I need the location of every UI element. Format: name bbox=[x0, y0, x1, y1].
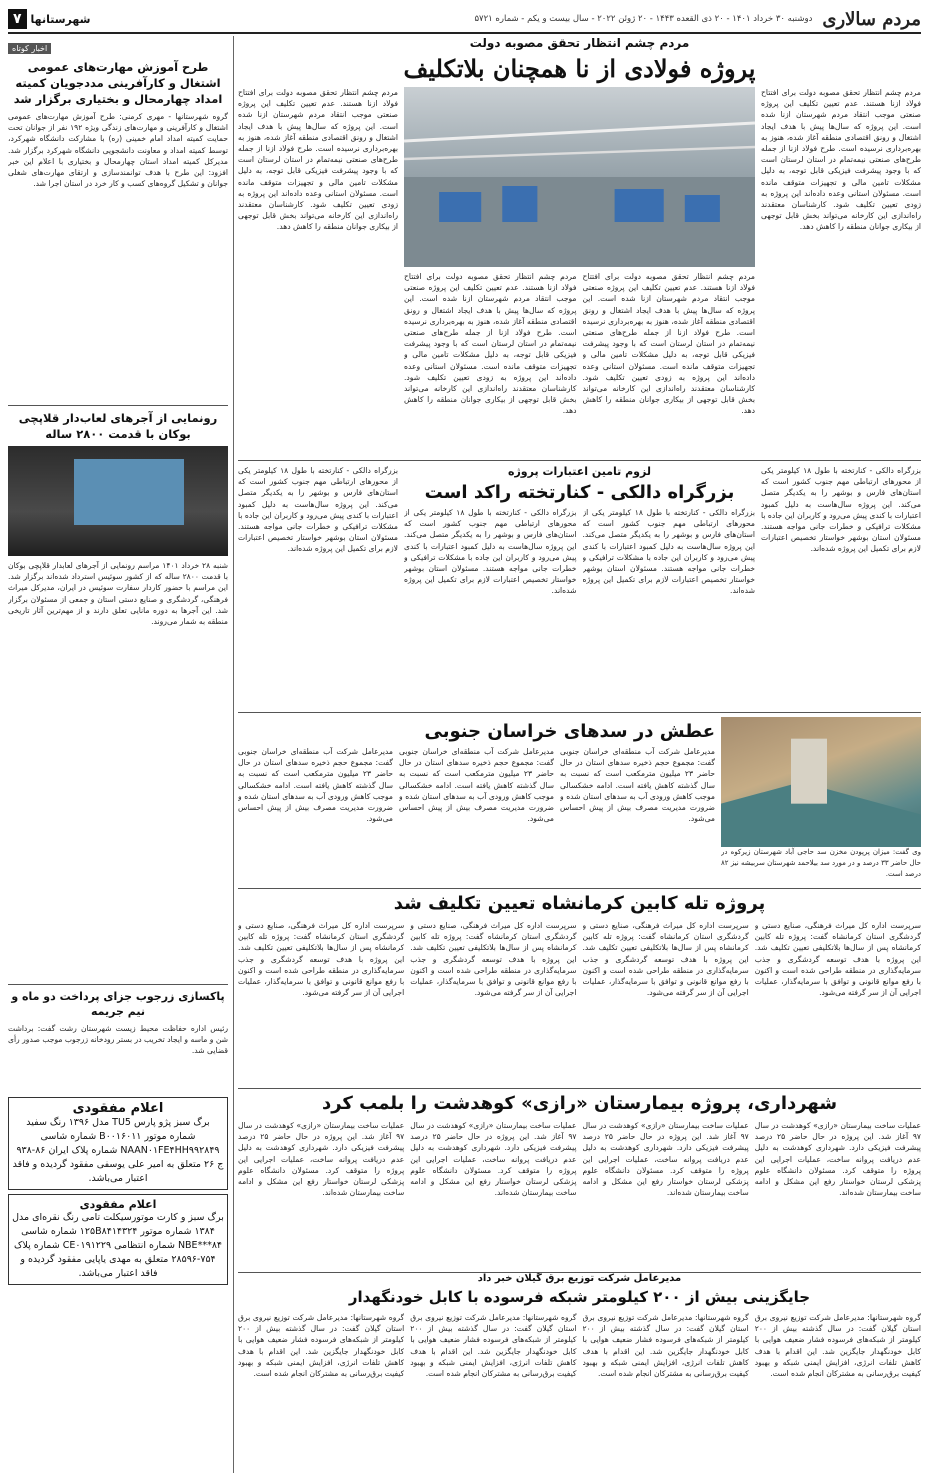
sidebar-headline-2: رونمایی از آجرهای لعاب‌دار قلاپچی بوکان با قدمت ۲۸۰۰ ساله bbox=[18, 411, 218, 441]
dam-photo bbox=[721, 717, 921, 847]
dams-headline: عطش در سدهای خراسان جنوبی bbox=[424, 721, 715, 742]
cable-car-body-col2: سرپرست اداره کل میراث فرهنگی، صنایع دستی و گردشگری استان کرمانشاه گفت: پروژه تله کابین کرمانشاه پس از سال‌ها بلاتکلیفی تعیین تکلیف شد. این پروژه با هدف توسعه گردشگری و جذب سرمایه‌گذاری در منطقه طراحی شده است و اکنون با رفع موانع قانونی و توافق با سرمایه‌گذار، عملیات اجرایی آن از سر گرفته می‌شود. bbox=[582, 921, 749, 998]
highway-kicker: لزوم تامین اعتبارات پروژه bbox=[507, 465, 651, 478]
ad-title-1: اعلام مفقودی bbox=[72, 1101, 164, 1116]
sidebar-headline-1: طرح آموزش مهارت‌های عمومی اشتغال و کارآفرینی مددجویان کمیته امداد چهارمحال و بختیاری برگزار شد bbox=[13, 60, 223, 106]
factory-interior-illustration bbox=[404, 87, 755, 267]
power-grid-article bbox=[238, 1272, 921, 1473]
power-grid-body-col2: گروه شهرستانها: مدیرعامل شرکت توزیع نیروی برق استان گیلان گفت: در سال گذشته بیش از ۲۰۰ کیلومتر از شبکه‌های فرسوده فشار ضعیف هوایی با کابل خودنگهدار جایگزین شد. این اقدام با هدف کاهش تلفات انرژی، افزایش ایمنی شبکه و بهبود کیفیت برق‌رسانی به مشترکان انجام شده است. bbox=[582, 1313, 749, 1379]
cable-car-body-col4: سرپرست اداره کل میراث فرهنگی، صنایع دستی و گردشگری استان کرمانشاه گفت: پروژه تله کابین کرمانشاه پس از سال‌ها بلاتکلیفی تعیین تکلیف شد. این پروژه با هدف توسعه گردشگری و جذب سرمایه‌گذاری در منطقه طراحی شده است و اکنون با رفع موانع قانونی و توافق با سرمایه‌گذار، عملیات اجرایی آن از سر گرفته می‌شود. bbox=[238, 921, 405, 998]
lead-kicker: مردم چشم انتظار تحقق مصوبه دولت bbox=[469, 36, 690, 50]
lost-document-ad-2 bbox=[8, 1194, 228, 1285]
ad-title-2: اعلام مفقودی bbox=[79, 1198, 157, 1211]
lead-headline: پروژه فولادی از نا همچنان بلاتکلیف bbox=[403, 54, 756, 83]
cable-car-body-col1: سرپرست اداره کل میراث فرهنگی، صنایع دستی و گردشگری استان کرمانشاه گفت: پروژه تله کابین کرمانشاه پس از سال‌ها بلاتکلیفی تعیین تکلیف شد. این پروژه با هدف توسعه گردشگری و جذب سرمایه‌گذاری در منطقه طراحی شده است و اکنون با رفع موانع قانونی و توافق با سرمایه‌گذار، عملیات اجرایی آن از سر گرفته می‌شود. bbox=[754, 921, 921, 998]
cable-car-headline: پروژه تله کابین کرمانشاه تعیین تکلیف شد bbox=[393, 893, 766, 914]
issue-info: دوشنبه ۳۰ خرداد ۱۴۰۱ - ۲۰ ذی القعده ۱۴۴۳ - ۲۰ ژوئن ۲۰۲۲ - سال بیست و یکم - شماره ۵۷۲۱ bbox=[474, 14, 813, 24]
cable-car-body-col3: سرپرست اداره کل میراث فرهنگی، صنایع دستی و گردشگری استان کرمانشاه گفت: پروژه تله کابین کرمانشاه پس از سال‌ها بلاتکلیفی تعیین تکلیف شد. این پروژه با هدف توسعه گردشگری و جذب سرمایه‌گذاری در منطقه طراحی شده است و اکنون با رفع موانع قانونی و توافق با سرمایه‌گذار، عملیات اجرایی آن از سر گرفته می‌شود. bbox=[410, 921, 577, 998]
lead-article bbox=[238, 36, 921, 456]
masthead bbox=[8, 6, 921, 34]
lost-document-ad-1 bbox=[8, 1097, 228, 1190]
hospital-body-col3: عملیات ساخت بیمارستان «رازی» کوهدشت در سال ۹۷ آغاز شد. این پروژه در حال حاضر ۲۵ درصد پیشرفت فیزیکی دارد. شهرداری کوهدشت به دلیل عدم دریافت پروانه ساخت، عملیات اجرایی این پروژه را متوقف کرد. مسئولان دانشگاه علوم پزشکی لرستان خواستار رفع این مشکل و ادامه ساخت بیمارستان شده‌اند. bbox=[410, 1121, 577, 1198]
power-grid-kicker: مدیرعامل شرکت توزیع برق گیلان خبر داد bbox=[477, 1273, 682, 1284]
section-name: شهرستانها bbox=[30, 12, 91, 26]
exhibition-photo bbox=[8, 446, 228, 556]
ad-body-1: برگ سبز پژو پارس TU5 مدل ۱۳۹۶ رنگ سفید شماره موتور B۰۰۱۶۰۱۱ شماره شاسی NAAN۰۱FE۴HH۹۹۲۸۴۹ شماره پلاک ایران ۸۶-۹۳۸ ج ۲۶ متعلق به امیر علی یوسفی مفقود گردیده و فاقد اعتبار می‌باشد. bbox=[12, 1117, 224, 1184]
sidebar-body-1: گروه شهرستانها - مهری کرمنی: طرح آموزش مهارت‌های عمومی اشتغال و کارآفرینی و مهارت‌های زندگی ویژه ۱۹۲ نفر از جوانان تحت حمایت کمیته امداد امام خمینی (ره) با مشارکت دانشگاه شهرکرد، توسط کمیته امداد و معاونت دانشجویی دانشگاه شهرکرد برگزار شد. مدیرکل کمیته امداد استان چهارمحال و بختیاری با اعلام این خبر افزود: این طرح با هدف توانمندسازی و ارتقای مهارت‌های شغلی جوانان و تشکیل گروه‌های کسب و کار خرد در استان اجرا شد. bbox=[8, 112, 228, 189]
ad-body-2: برگ سبز و کارت موتورسیکلت تامی رنگ نقره‌ای مدل ۱۳۸۴ شماره موتور ۱۲۵B۸۴۱۴۳۲۴ شماره شاسی NBE***۸۴ شماره انتظامی CE۰۱۹۱۲۲۹ شماره پلاک ۷۵۴-۲۸۵۹۶ متعلق به مهدی یاپایی مفقود گردیده و فاقد اعتبار می‌باشد. bbox=[12, 1212, 224, 1279]
dams-body-col1: مدیرعامل شرکت آب منطقه‌ای خراسان جنوبی گفت: مجموع حجم ذخیره سدهای استان در حال حاضر ۲۳ میلیون مترمکعب است که نسبت به سال گذشته کاهش یافته است. ادامه خشکسالی موجب کاهش ورودی آب به سدهای استان شده و ضرورت مدیریت مصرف بیش از پیش احساس می‌شود. bbox=[560, 747, 715, 824]
newspaper-logo: مردم سالاری bbox=[822, 8, 921, 30]
highway-body-col2: بزرگراه دالکی - کنارتخته با طول ۱۸ کیلومتر یکی از محورهای ارتباطی مهم جنوب کشور است که استان‌های فارس و بوشهر را به یکدیگر متصل می‌کند. این پروژه سال‌هاست به دلیل کمبود اعتبارات با کندی پیش می‌رود و کاربران این جاده با مشکلات ترافیکی و خطرات جانی مواجه هستند. مسئولان استان بوشهر خواستار تخصیص اعتبارات لازم برای تکمیل این پروژه شده‌اند. bbox=[582, 508, 755, 596]
section-tag bbox=[8, 9, 90, 29]
hospital-body-col4: عملیات ساخت بیمارستان «رازی» کوهدشت در سال ۹۷ آغاز شد. این پروژه در حال حاضر ۲۵ درصد پیشرفت فیزیکی دارد. شهرداری کوهدشت به دلیل عدم دریافت پروانه ساخت، عملیات اجرایی این پروژه را متوقف کرد. مسئولان دانشگاه علوم پزشکی لرستان خواستار رفع این مشکل و ادامه ساخت بیمارستان شده‌اند. bbox=[238, 1121, 405, 1198]
power-grid-headline: جایگزینی بیش از ۲۰۰ کیلومتر شبکه فرسوده با کابل خودنگهدار bbox=[348, 1288, 811, 1306]
sidebar-body-3: رئیس اداره حفاظت محیط زیست شهرستان رشت گفت: برداشت شن و ماسه و ایجاد تخریب در بستر رودخانه زرجوب موجب صدور رأی قضایی شد. bbox=[8, 1024, 228, 1056]
cable-car-article bbox=[238, 888, 921, 1085]
page-number: ۷ bbox=[8, 9, 27, 29]
short-news-tag: اخبار کوتاه bbox=[8, 43, 51, 54]
sidebar-body-2: شنبه ۲۸ خرداد ۱۴۰۱ مراسم رونمایی از آجرهای لعابدار قلاپچی بوکان با قدمت ۲۸۰۰ ساله که از کشور سوئیس استرداد شده‌اند برگزار شد. این مراسم با حضور کاردار سفارت سوئیس در ایران، مدیرکل میراث فرهنگی، گردشگری و صنایع دستی استان و جمعی از مسئولان برگزار شد. این آجرها به دوره مانایی تعلق دارند و از مهم‌ترین آثار تاریخی منطقه به شمار می‌روند. bbox=[8, 561, 228, 627]
power-grid-body-col3: گروه شهرستانها: مدیرعامل شرکت توزیع نیروی برق استان گیلان گفت: در سال گذشته بیش از ۲۰۰ کیلومتر از شبکه‌های فرسوده فشار ضعیف هوایی با کابل خودنگهدار جایگزین شد. این اقدام با هدف کاهش تلفات انرژی، افزایش ایمنی شبکه و بهبود کیفیت برق‌رسانی به مشترکان انجام شده است. bbox=[410, 1313, 577, 1379]
lead-body-col3: مردم چشم انتظار تحقق مصوبه دولت برای افتتاح فولاد ازنا هستند. عدم تعیین تکلیف این پروژه صنعتی موجب انتقاد مردم شهرستان ازنا شده است. این پروژه که سال‌ها پیش با هدف ایجاد اشتغال و رونق اقتصادی منطقه آغاز شده، هنوز به بهره‌برداری نرسیده است. طرح فولاد ازنا از جمله طرح‌های صنعتی نیمه‌تمام در استان لرستان است که با وجود پیشرفت فیزیکی قابل توجه، به دلیل مشکلات تامین مالی و تجهیزات متوقف مانده است. مسئولان استانی وعده داده‌اند این پروژه به زودی تعیین تکلیف شود. کارشناسان معتقدند راه‌اندازی این کارخانه می‌تواند بخش قابل توجهی از بیکاری جوانان منطقه را کاهش دهد. bbox=[404, 272, 577, 416]
lead-body-col2: مردم چشم انتظار تحقق مصوبه دولت برای افتتاح فولاد ازنا هستند. عدم تعیین تکلیف این پروژه صنعتی موجب انتقاد مردم شهرستان ازنا شده است. این پروژه که سال‌ها پیش با هدف ایجاد اشتغال و رونق اقتصادی منطقه آغاز شده، هنوز به بهره‌برداری نرسیده است. طرح فولاد ازنا از جمله طرح‌های صنعتی نیمه‌تمام در استان لرستان است که با وجود پیشرفت فیزیکی قابل توجه، به دلیل مشکلات تامین مالی و تجهیزات متوقف مانده است. مسئولان استانی وعده داده‌اند این پروژه به زودی تعیین تکلیف شود. کارشناسان معتقدند راه‌اندازی این کارخانه می‌تواند بخش قابل توجهی از بیکاری جوانان منطقه را کاهش دهد. bbox=[582, 272, 755, 416]
projection-screen bbox=[74, 459, 184, 525]
sidebar-headline-3: پاکسازی زرجوب جزای پرداخت دو ماه و نیم جریمه bbox=[11, 990, 225, 1018]
highway-body-col1: بزرگراه دالکی - کنارتخته با طول ۱۸ کیلومتر یکی از محورهای ارتباطی مهم جنوب کشور است که استان‌های فارس و بوشهر را به یکدیگر متصل می‌کند. این پروژه سال‌هاست به دلیل کمبود اعتبارات با کندی پیش می‌رود و کاربران این جاده با مشکلات ترافیکی و خطرات جانی مواجه هستند. مسئولان استان بوشهر خواستار تخصیص اعتبارات لازم برای تکمیل این پروژه شده‌اند. bbox=[761, 466, 921, 554]
hospital-headline: شهرداری، پروژه بیمارستان «رازی» کوهدشت را بلمب کرد bbox=[321, 1093, 838, 1114]
dam-photo-caption: وی گفت: میزان پرپودن مخزن سد حاجی آباد شهرستان زیرکوه در حال حاضر ۳۳ درصد و در مورد سد بیلاحمد شهرستان سربیشه نیز ۸۲ درصد است. bbox=[721, 848, 921, 879]
dam-illustration bbox=[721, 717, 921, 847]
highway-article bbox=[238, 460, 921, 709]
power-grid-body-col4: گروه شهرستانها: مدیرعامل شرکت توزیع نیروی برق استان گیلان گفت: در سال گذشته بیش از ۲۰۰ کیلومتر از شبکه‌های فرسوده فشار ضعیف هوایی با کابل خودنگهدار جایگزین شد. این اقدام با هدف کاهش تلفات انرژی، افزایش ایمنی شبکه و بهبود کیفیت برق‌رسانی به مشترکان انجام شده است. bbox=[238, 1313, 405, 1379]
hospital-body-col1: عملیات ساخت بیمارستان «رازی» کوهدشت در سال ۹۷ آغاز شد. این پروژه در حال حاضر ۲۵ درصد پیشرفت فیزیکی دارد. شهرداری کوهدشت به دلیل عدم دریافت پروانه ساخت، عملیات اجرایی این پروژه را متوقف کرد. مسئولان دانشگاه علوم پزشکی لرستان خواستار رفع این مشکل و ادامه ساخت بیمارستان شده‌اند. bbox=[754, 1121, 921, 1198]
highway-headline: بزرگراه دالکی - کنارتخته راکد است bbox=[424, 482, 735, 503]
lead-body-col1: مردم چشم انتظار تحقق مصوبه دولت برای افتتاح فولاد ازنا هستند. عدم تعیین تکلیف این پروژه صنعتی موجب انتقاد مردم شهرستان ازنا شده است. این پروژه که سال‌ها پیش با هدف ایجاد اشتغال و رونق اقتصادی منطقه آغاز شده، هنوز به بهره‌برداری نرسیده است. طرح فولاد ازنا از جمله طرح‌های صنعتی نیمه‌تمام در استان لرستان است که با وجود پیشرفت فیزیکی قابل توجه، به دلیل مشکلات تامین مالی و تجهیزات متوقف مانده است. مسئولان استانی وعده داده‌اند این پروژه به زودی تعیین تکلیف شود. کارشناسان معتقدند راه‌اندازی این کارخانه می‌تواند بخش قابل توجهی از بیکاری جوانان منطقه را کاهش دهد. bbox=[761, 88, 921, 232]
dams-body-col3: مدیرعامل شرکت آب منطقه‌ای خراسان جنوبی گفت: مجموع حجم ذخیره سدهای استان در حال حاضر ۲۳ میلیون مترمکعب است که نسبت به سال گذشته کاهش یافته است. ادامه خشکسالی موجب کاهش ورودی آب به سدهای استان شده و ضرورت مدیریت مصرف بیش از پیش احساس می‌شود. bbox=[238, 747, 393, 824]
divider bbox=[8, 984, 228, 985]
sidebar bbox=[8, 36, 234, 1473]
hospital-body-col2: عملیات ساخت بیمارستان «رازی» کوهدشت در سال ۹۷ آغاز شد. این پروژه در حال حاضر ۲۵ درصد پیشرفت فیزیکی دارد. شهرداری کوهدشت به دلیل عدم دریافت پروانه ساخت، عملیات اجرایی این پروژه را متوقف کرد. مسئولان دانشگاه علوم پزشکی لرستان خواستار رفع این مشکل و ادامه ساخت بیمارستان شده‌اند. bbox=[582, 1121, 749, 1198]
hospital-article bbox=[238, 1088, 921, 1269]
steel-plant-photo bbox=[404, 87, 755, 267]
dams-body-col2: مدیرعامل شرکت آب منطقه‌ای خراسان جنوبی گفت: مجموع حجم ذخیره سدهای استان در حال حاضر ۲۳ میلیون مترمکعب است که نسبت به سال گذشته کاهش یافته است. ادامه خشکسالی موجب کاهش ورودی آب به سدهای استان شده و ضرورت مدیریت مصرف بیش از پیش احساس می‌شود. bbox=[399, 747, 554, 824]
main-area bbox=[238, 36, 921, 1473]
lead-body-col4: مردم چشم انتظار تحقق مصوبه دولت برای افتتاح فولاد ازنا هستند. عدم تعیین تکلیف این پروژه صنعتی موجب انتقاد مردم شهرستان ازنا شده است. این پروژه که سال‌ها پیش با هدف ایجاد اشتغال و رونق اقتصادی منطقه آغاز شده، هنوز به بهره‌برداری نرسیده است. طرح فولاد ازنا از جمله طرح‌های صنعتی نیمه‌تمام در استان لرستان است که با وجود پیشرفت فیزیکی قابل توجه، به دلیل مشکلات تامین مالی و تجهیزات متوقف مانده است. مسئولان استانی وعده داده‌اند این پروژه به زودی تعیین تکلیف شود. کارشناسان معتقدند راه‌اندازی این کارخانه می‌تواند بخش قابل توجهی از بیکاری جوانان منطقه را کاهش دهد. bbox=[238, 88, 398, 232]
dams-article bbox=[238, 712, 921, 885]
power-grid-body-col1: گروه شهرستانها: مدیرعامل شرکت توزیع نیروی برق استان گیلان گفت: در سال گذشته بیش از ۲۰۰ کیلومتر از شبکه‌های فرسوده فشار ضعیف هوایی با کابل خودنگهدار جایگزین شد. این اقدام با هدف کاهش تلفات انرژی، افزایش ایمنی شبکه و بهبود کیفیت برق‌رسانی به مشترکان انجام شده است. bbox=[754, 1313, 921, 1379]
highway-body-col4: بزرگراه دالکی - کنارتخته با طول ۱۸ کیلومتر یکی از محورهای ارتباطی مهم جنوب کشور است که استان‌های فارس و بوشهر را به یکدیگر متصل می‌کند. این پروژه سال‌هاست به دلیل کمبود اعتبارات با کندی پیش می‌رود و کاربران این جاده با مشکلات ترافیکی و خطرات جانی مواجه هستند. مسئولان استان بوشهر خواستار تخصیص اعتبارات لازم برای تکمیل این پروژه شده‌اند. bbox=[238, 466, 398, 554]
highway-body-col3: بزرگراه دالکی - کنارتخته با طول ۱۸ کیلومتر یکی از محورهای ارتباطی مهم جنوب کشور است که استان‌های فارس و بوشهر را به یکدیگر متصل می‌کند. این پروژه سال‌هاست به دلیل کمبود اعتبارات با کندی پیش می‌رود و کاربران این جاده با مشکلات ترافیکی و خطرات جانی مواجه هستند. مسئولان استان بوشهر خواستار تخصیص اعتبارات لازم برای تکمیل این پروژه شده‌اند. bbox=[404, 508, 577, 596]
divider bbox=[8, 405, 228, 406]
